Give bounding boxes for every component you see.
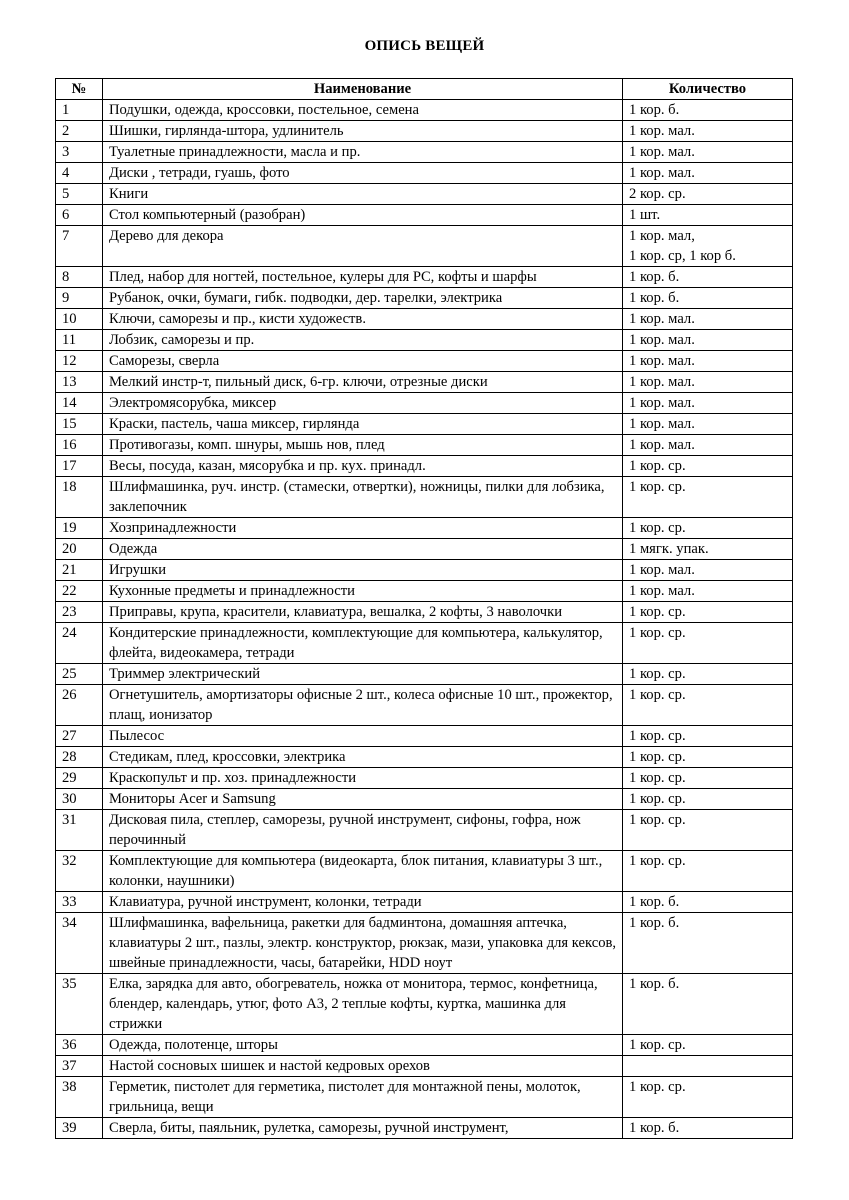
item-name: Приправы, крупа, красители, клавиатура, вешалка, 2 кофты, 3 наволочки [103,602,623,623]
item-quantity: 1 мягк. упак. [623,539,793,560]
item-quantity: 1 кор. ср. [623,726,793,747]
item-name: Стедикам, плед, кроссовки, электрика [103,747,623,768]
column-header-number: № [56,79,103,100]
column-header-quantity: Количество [623,79,793,100]
row-number: 20 [56,539,103,560]
item-name: Краски, пастель, чаша миксер, гирлянда [103,414,623,435]
row-number: 27 [56,726,103,747]
table-row [56,435,793,456]
table-row [56,393,793,414]
item-name: Электромясорубка, миксер [103,393,623,414]
row-number: 16 [56,435,103,456]
row-number: 28 [56,747,103,768]
row-number: 26 [56,685,103,726]
row-number: 32 [56,851,103,892]
item-quantity: 1 кор. мал. [623,309,793,330]
item-quantity: 1 кор. б. [623,288,793,309]
inventory-table [55,78,793,1139]
item-name: Дерево для декора [103,226,623,267]
item-quantity: 1 кор. б. [623,100,793,121]
item-name: Одежда [103,539,623,560]
table-row [56,726,793,747]
item-quantity: 1 кор. ср. [623,456,793,477]
table-row [56,414,793,435]
item-name: Диски , тетради, гуашь, фото [103,163,623,184]
item-quantity: 1 кор. мал. [623,163,793,184]
row-number: 6 [56,205,103,226]
item-name: Ключи, саморезы и пр., кисти художеств. [103,309,623,330]
table-row [56,602,793,623]
table-row [56,330,793,351]
row-number: 33 [56,892,103,913]
item-name: Подушки, одежда, кроссовки, постельное, семена [103,100,623,121]
item-name: Рубанок, очки, бумаги, гибк. подводки, дер. тарелки, электрика [103,288,623,309]
item-quantity: 1 кор. б. [623,267,793,288]
item-quantity: 1 кор. ср. [623,477,793,518]
table-row [56,184,793,205]
row-number: 5 [56,184,103,205]
item-quantity: 1 кор. мал. [623,330,793,351]
row-number: 38 [56,1077,103,1118]
item-name: Книги [103,184,623,205]
item-quantity: 1 кор. ср. [623,1077,793,1118]
table-row [56,163,793,184]
row-number: 36 [56,1035,103,1056]
table-row [56,560,793,581]
row-number: 39 [56,1118,103,1139]
row-number: 11 [56,330,103,351]
item-quantity: 1 кор. ср. [623,789,793,810]
table-row [56,351,793,372]
item-name: Туалетные принадлежности, масла и пр. [103,142,623,163]
item-quantity: 1 кор. мал. [623,393,793,414]
table-row [56,205,793,226]
row-number: 1 [56,100,103,121]
item-name: Противогазы, комп. шнуры, мышь нов, плед [103,435,623,456]
item-quantity: 1 кор. ср. [623,623,793,664]
item-quantity: 1 кор. б. [623,913,793,974]
row-number: 25 [56,664,103,685]
item-name: Настой сосновых шишек и настой кедровых орехов [103,1056,623,1077]
item-quantity: 1 кор. мал. [623,435,793,456]
row-number: 37 [56,1056,103,1077]
item-name: Стол компьютерный (разобран) [103,205,623,226]
item-quantity: 1 кор. ср. [623,602,793,623]
table-row [56,789,793,810]
table-row [56,372,793,393]
row-number: 9 [56,288,103,309]
table-row [56,623,793,664]
table-header-row [56,79,793,100]
table-row [56,851,793,892]
row-number: 35 [56,974,103,1035]
item-name: Краскопульт и пр. хоз. принадлежности [103,768,623,789]
row-number: 18 [56,477,103,518]
item-quantity: 1 кор. мал. [623,142,793,163]
item-quantity: 1 кор. мал. [623,121,793,142]
table-row [56,810,793,851]
item-quantity: 1 кор. мал, 1 кор. ср, 1 кор б. [623,226,793,267]
row-number: 4 [56,163,103,184]
row-number: 22 [56,581,103,602]
table-row [56,581,793,602]
row-number: 17 [56,456,103,477]
table-row [56,477,793,518]
table-row [56,685,793,726]
table-row [56,974,793,1035]
item-quantity: 1 кор. мал. [623,372,793,393]
item-quantity: 1 кор. ср. [623,747,793,768]
table-row [56,664,793,685]
item-quantity: 1 кор. ср. [623,518,793,539]
row-number: 31 [56,810,103,851]
row-number: 8 [56,267,103,288]
item-name: Дисковая пила, степлер, саморезы, ручной инструмент, сифоны, гофра, нож перочинный [103,810,623,851]
item-name: Елка, зарядка для авто, обогреватель, ножка от монитора, термос, конфетница, блендер, календарь, утюг, фото А3, 2 теплые кофты, куртка, машинка для стрижки [103,974,623,1035]
item-quantity: 1 кор. ср. [623,685,793,726]
item-name: Плед, набор для ногтей, постельное, кулеры для PC, кофты и шарфы [103,267,623,288]
table-row [56,226,793,267]
table-row [56,1118,793,1139]
row-number: 21 [56,560,103,581]
table-row [56,518,793,539]
item-quantity: 1 кор. б. [623,892,793,913]
item-name: Одежда, полотенце, шторы [103,1035,623,1056]
table-row [56,142,793,163]
table-row [56,100,793,121]
item-quantity: 1 кор. б. [623,974,793,1035]
row-number: 14 [56,393,103,414]
item-name: Саморезы, сверла [103,351,623,372]
table-row [56,456,793,477]
item-name: Триммер электрический [103,664,623,685]
table-row [56,288,793,309]
table-row [56,309,793,330]
item-name: Игрушки [103,560,623,581]
item-name: Клавиатура, ручной инструмент, колонки, тетради [103,892,623,913]
row-number: 7 [56,226,103,267]
row-number: 29 [56,768,103,789]
table-row [56,747,793,768]
row-number: 3 [56,142,103,163]
item-name: Комплектующие для компьютера (видеокарта, блок питания, клавиатуры 3 шт., колонки, наушники) [103,851,623,892]
item-quantity: 1 шт. [623,205,793,226]
row-number: 12 [56,351,103,372]
item-quantity: 1 кор. ср. [623,768,793,789]
table-row [56,913,793,974]
table-row [56,539,793,560]
row-number: 19 [56,518,103,539]
table-row [56,1035,793,1056]
item-quantity: 1 кор. ср. [623,1035,793,1056]
row-number: 30 [56,789,103,810]
item-name: Пылесос [103,726,623,747]
column-header-name: Наименование [103,79,623,100]
item-quantity: 1 кор. б. [623,1118,793,1139]
table-row [56,768,793,789]
item-name: Шлифмашинка, руч. инстр. (стамески, отвертки), ножницы, пилки для лобзика, заклепочник [103,477,623,518]
item-name: Мониторы Acer и Samsung [103,789,623,810]
table-row [56,121,793,142]
item-quantity: 1 кор. мал. [623,560,793,581]
table-row [56,267,793,288]
item-name: Кондитерские принадлежности, комплектующие для компьютера, калькулятор, флейта, видеокамера, тетради [103,623,623,664]
item-name: Герметик, пистолет для герметика, пистолет для монтажной пены, молоток, грильница, вещи [103,1077,623,1118]
item-name: Лобзик, саморезы и пр. [103,330,623,351]
item-name: Хозпринадлежности [103,518,623,539]
table-row [56,892,793,913]
item-name: Мелкий инстр-т, пильный диск, 6-гр. ключи, отрезные диски [103,372,623,393]
item-quantity [623,1056,793,1077]
item-quantity: 1 кор. ср. [623,851,793,892]
row-number: 15 [56,414,103,435]
item-quantity: 1 кор. ср. [623,664,793,685]
table-row [56,1077,793,1118]
item-name: Огнетушитель, амортизаторы офисные 2 шт., колеса офисные 10 шт., прожектор, плащ, ионизатор [103,685,623,726]
item-name: Сверла, биты, паяльник, рулетка, саморезы, ручной инструмент, [103,1118,623,1139]
row-number: 24 [56,623,103,664]
page-title: ОПИСЬ ВЕЩЕЙ [364,38,485,54]
row-number: 34 [56,913,103,974]
item-quantity: 2 кор. ср. [623,184,793,205]
item-quantity: 1 кор. мал. [623,351,793,372]
item-quantity: 1 кор. мал. [623,581,793,602]
row-number: 10 [56,309,103,330]
item-name: Весы, посуда, казан, мясорубка и пр. кух. принадл. [103,456,623,477]
row-number: 2 [56,121,103,142]
item-name: Шишки, гирлянда-штора, удлинитель [103,121,623,142]
row-number: 23 [56,602,103,623]
item-quantity: 1 кор. ср. [623,810,793,851]
item-name: Шлифмашинка, вафельница, ракетки для бадминтона, домашняя аптечка, клавиатуры 2 шт., пазлы, электр. конструктор, рюкзак, мази, упаковка для кексов, швейные принадлежности, часы, батарейки, HDD ноут [103,913,623,974]
row-number: 13 [56,372,103,393]
item-name: Кухонные предметы и принадлежности [103,581,623,602]
table-row [56,1056,793,1077]
item-quantity: 1 кор. мал. [623,414,793,435]
